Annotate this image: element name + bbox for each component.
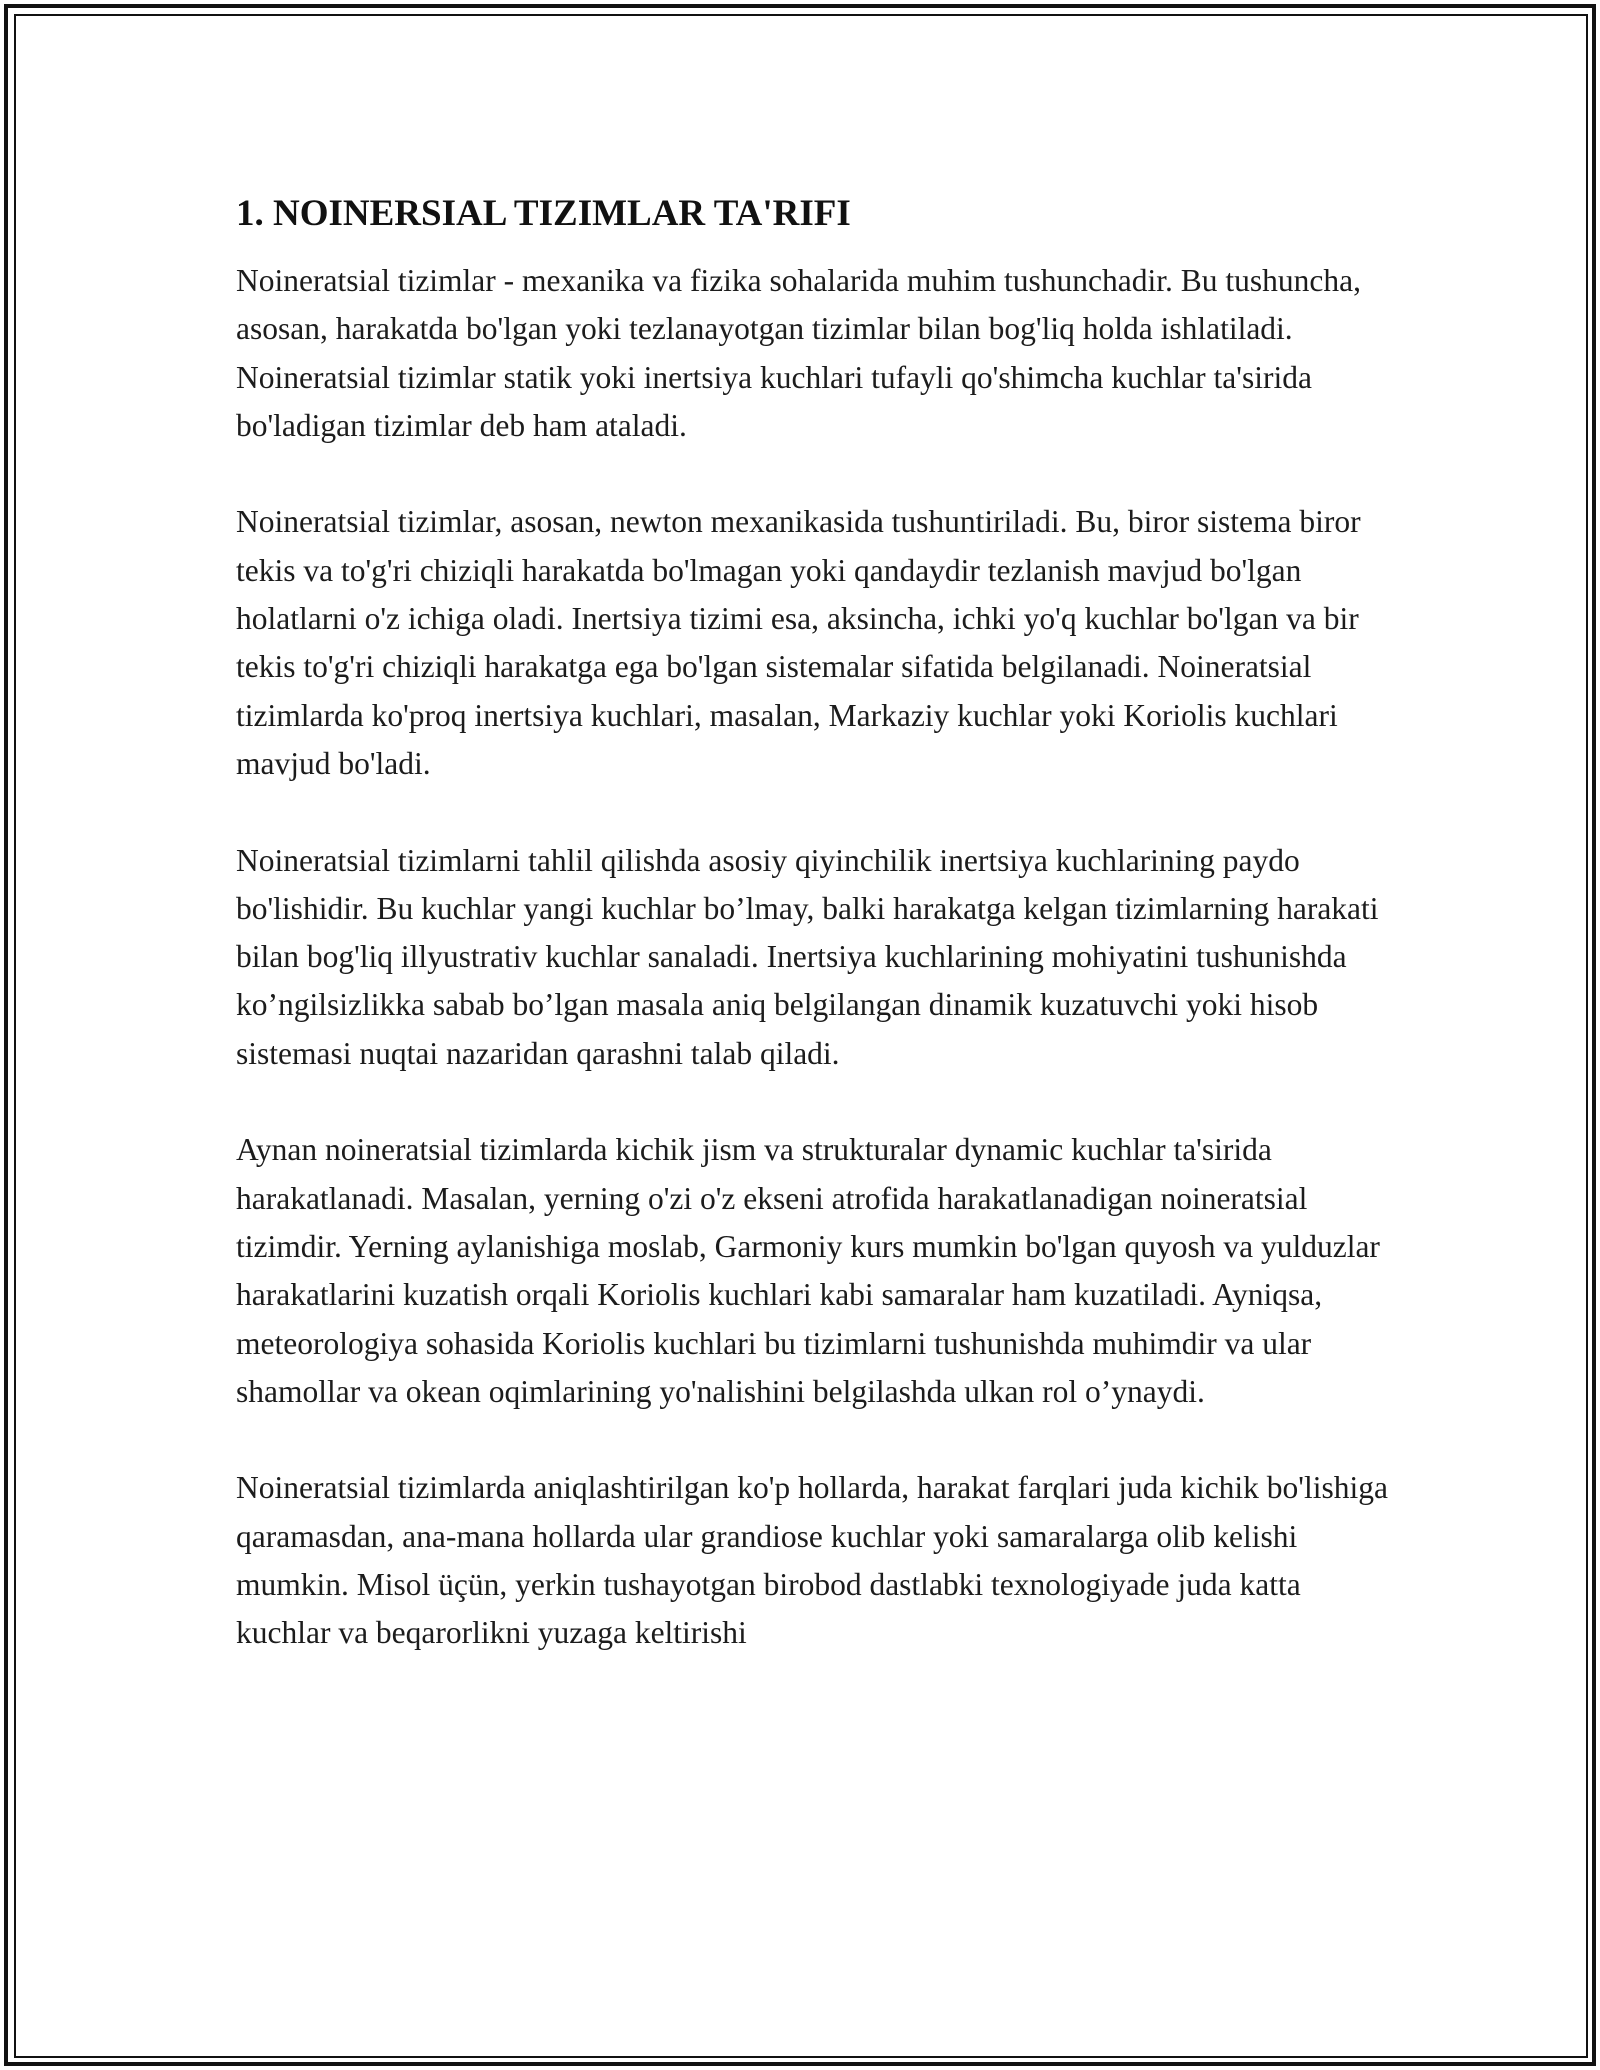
document-body — [236, 190, 1396, 1706]
paragraph-2: Noineratsial tizimlar, asosan, newton mexanikasida tushuntiriladi. Bu, biror sistema biror tekis va to'g'ri chiziqli harakatda bo'lmagan yoki qandaydir tezlanish mavjud bo'lgan holatlarni o'z ichiga oladi. Inertsiya tizimi esa, aksincha, ichki yo'q kuchlar bo'lgan va bir tekis to'g'ri chiziqli harakatga ega bo'lgan sistemalar sifatida belgilanadi. Noineratsial tizimlarda ko'proq inertsiya kuchlari, masalan, Markaziy kuchlar yoki Koriolis kuchlari mavjud bo'ladi. — [236, 504, 1361, 781]
paragraph-3: Noineratsial tizimlarni tahlil qilishda asosiy qiyinchilik inertsiya kuchlarining paydo bo'lishidir. Bu kuchlar yangi kuchlar bo’lmay, balki harakatga kelgan tizimlarning harakati bilan bog'liq illyustrativ kuchlar sanaladi. Inertsiya kuchlarining mohiyatini tushunishda ko’ngilsizlikka sabab bo’lgan masala aniq belgilangan dinamik kuzatuvchi yoki hisob sistemasi nuqtai nazaridan qarashni talab qiladi. — [236, 842, 1379, 1071]
paragraph-5: Noineratsial tizimlarda aniqlashtirilgan ko'p hollarda, harakat farqlari juda kichik bo'lishiga qaramasdan, ana-mana hollarda ular grandiose kuchlar yoki samaralarga olib kelishi mumkin. Misol üçün, yerkin tushayotgan birobod dastlabki texnologiyade juda katta kuchlar va beqarorlikni yuzaga keltirishi — [236, 1470, 1388, 1651]
paragraph-1: Noineratsial tizimlar - mexanika va fizika sohalarida muhim tushunchadir. Bu tushuncha, asosan, harakatda bo'lgan yoki tezlanayotgan tizimlar bilan bog'liq holda ishlatiladi. Noineratsial tizimlar statik yoki inertsiya kuchlari tufayli qo'shimcha kuchlar ta'sirida bo'ladigan tizimlar deb ham ataladi. — [236, 263, 1361, 443]
paragraph-4: Aynan noineratsial tizimlarda kichik jism va strukturalar dynamic kuchlar ta'sirida harakatlanadi. Masalan, yerning o'zi o'z ekseni atrofida harakatlanadigan noineratsial tizimdir. Yerning aylanishiga moslab, Garmoniy kurs mumkin bo'lgan quyosh va yulduzlar harakatlarini kuzatish orqali Koriolis kuchlari kabi samaralar ham kuzatiladi. Ayniqsa, meteorologiya sohasida Koriolis kuchlari bu tizimlarni tushunishda muhimdir va ular shamollar va okean oqimlarining yo'nalishini belgilashda ulkan rol o’ynaydi. — [236, 1132, 1380, 1409]
section-heading: 1. NOINERSIAL TIZIMLAR TA'RIFI — [236, 193, 851, 234]
